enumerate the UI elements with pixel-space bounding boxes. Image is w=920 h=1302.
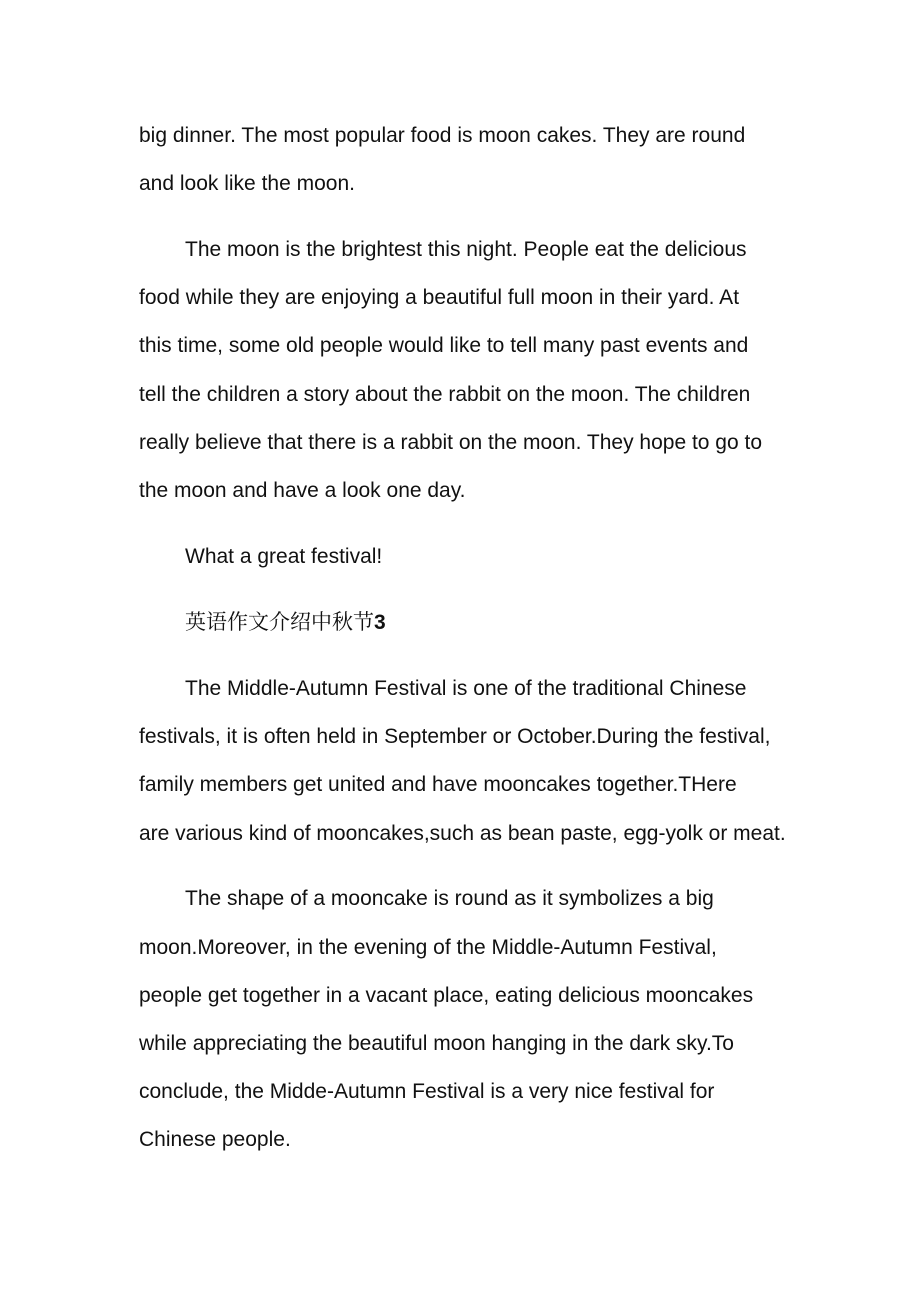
text-line: big dinner. The most popular food is moon cakes. They are round bbox=[139, 124, 746, 147]
paragraph-festival-intro bbox=[139, 665, 794, 858]
text-line: are various kind of mooncakes,such as bean paste, egg-yolk or meat. bbox=[139, 821, 786, 845]
paragraph-moon-night bbox=[139, 226, 794, 515]
text-line: The Middle-Autumn Festival is one of the traditional Chinese bbox=[185, 677, 747, 701]
text-line: family members get united and have mooncakes together.THere bbox=[139, 773, 737, 797]
section-heading bbox=[139, 598, 794, 647]
text-line: the moon and have a look one day. bbox=[139, 478, 466, 502]
text-line: Chinese people. bbox=[139, 1128, 291, 1152]
text-line: The shape of a mooncake is round as it symbolizes a big bbox=[185, 887, 714, 911]
text-line: What a great festival! bbox=[185, 544, 383, 568]
document-body bbox=[139, 112, 794, 1165]
text-line: this time, some old people would like to tell many past events and bbox=[139, 334, 749, 358]
text-line: food while they are enjoying a beautiful full moon in their yard. At bbox=[139, 286, 740, 310]
text-line: festivals, it is often held in September or October.During the festival, bbox=[139, 725, 771, 749]
heading-text: 英语作文介绍中秋节 bbox=[185, 610, 374, 635]
text-line: moon.Moreover, in the evening of the Middle-Autumn Festival, bbox=[139, 935, 717, 959]
text-line: conclude, the Midde-Autumn Festival is a very nice festival for bbox=[139, 1080, 715, 1104]
heading-number: 3 bbox=[374, 611, 386, 635]
text-line: tell the children a story about the rabbit on the moon. The children bbox=[139, 382, 751, 406]
text-line: and look like the moon. bbox=[139, 172, 355, 196]
paragraph-mooncake-shape bbox=[139, 875, 794, 1164]
text-line: really believe that there is a rabbit on the moon. They hope to go to bbox=[139, 430, 763, 454]
text-line: while appreciating the beautiful moon hanging in the dark sky.To bbox=[139, 1031, 734, 1055]
paragraph-exclamation bbox=[139, 533, 794, 581]
text-line: people get together in a vacant place, eating delicious mooncakes bbox=[139, 983, 754, 1007]
heading-line bbox=[139, 598, 794, 647]
text-line: The moon is the brightest this night. People eat the delicious bbox=[185, 237, 747, 261]
paragraph-dinner bbox=[139, 112, 794, 208]
